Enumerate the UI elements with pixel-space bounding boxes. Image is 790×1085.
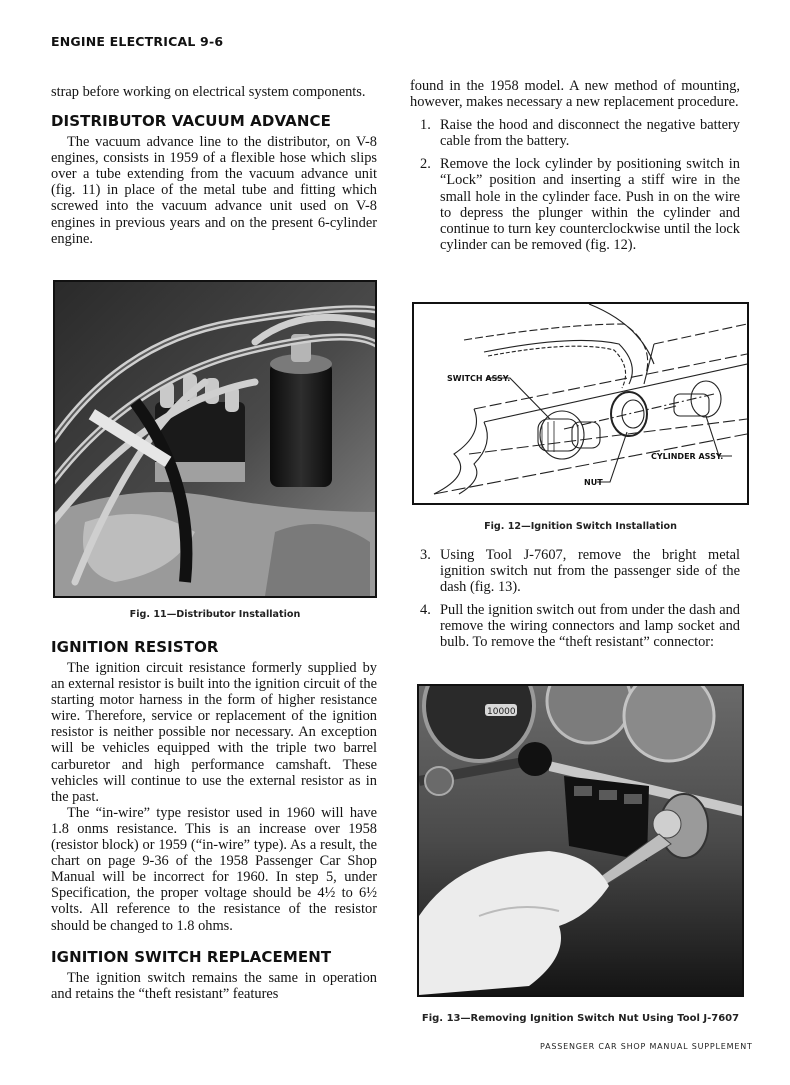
page-header: ENGINE ELECTRICAL 9-6 xyxy=(51,34,224,49)
callout-switch-assy: SWITCH ASSY. xyxy=(447,374,511,383)
step-text: Pull the ignition switch out from under the dash and remove the wiring connectors and lamp socket and bulb. To remove the “theft resistant” connector: xyxy=(440,602,740,651)
procedure-step xyxy=(410,156,740,253)
right-column-middle xyxy=(410,547,740,651)
page-footer: PASSENGER CAR SHOP MANUAL SUPPLEMENT xyxy=(540,1042,753,1051)
step-text: Remove the lock cylinder by positioning switch in “Lock” position and inserting a stiff wire in the small hole in the cylinder face. Push in on the wire to depress the plunger within the cylinder and continue to turn key counterclockwise until the lock cylinder can be removed (fig. 12). xyxy=(440,156,740,253)
procedure-step xyxy=(410,602,740,650)
step-text: Raise the hood and disconnect the negative battery cable from the battery. xyxy=(440,117,740,150)
step-number: 3. xyxy=(420,547,431,563)
right-column-top xyxy=(410,78,740,253)
callout-nut: NUT xyxy=(584,478,603,487)
ignition-switch-line-drawing xyxy=(414,304,747,503)
figure-13-caption: Fig. 13—Removing Ignition Switch Nut Using Tool J-7607 xyxy=(421,1013,740,1024)
paragraph: The vacuum advance line to the distributor, on V-8 engines, consists in 1959 of a flexible hose which slips over a tube extending from the vacuum advance unit (fig. 11) in place of the metal tube and fitting which screwed into the vacuum advance unit used on V-8 engines in previous years and on the present 6-cylinder engine. xyxy=(51,134,377,247)
step-number: 4. xyxy=(420,602,431,619)
continuation-text: found in the 1958 model. A new method of mounting, however, makes necessary a new replacement procedure. xyxy=(410,78,740,111)
paragraph: The “in-wire” type resistor used in 1960 will have 1.8 onms resistance. This is an increase over 1958 (resistor block) or 1959 (“in-wire” type). As a result, the chart on page 9-36 of the 1958 Passenger Car Shop Manual will be incorrect for 1960. In step 5, under Specification, the proper voltage should be 4½ to 6½ volts. All reference to the resistance of the resistor should be changed to 1.8 ohms. xyxy=(51,804,377,934)
dashboard-photo-illustration xyxy=(419,686,742,995)
figure-11-caption: Fig. 11—Distributor Installation xyxy=(129,609,301,620)
section-heading-distributor-vacuum-advance: DISTRIBUTOR VACUUM ADVANCE xyxy=(51,112,331,131)
left-column-bottom xyxy=(51,638,377,1002)
odometer-reading: 10000 xyxy=(487,707,516,717)
step-text: Using Tool J-7607, remove the bright metal ignition switch nut from the passenger side of the dash (fig. 13). xyxy=(440,547,740,596)
section-heading-ignition-switch-replacement: IGNITION SWITCH REPLACEMENT xyxy=(51,947,332,966)
paragraph: The ignition circuit resistance formerly supplied by an external resistor is built into the ignition circuit of the starting motor harness in the form of higher resistance wire. Therefore, service or replacement of the ignition resistor is neither possible nor necessary. An exception will be vehicles equipped with the triple two barrel carburetor and high performance camshaft. These vehicles will continue to use the external resistor as in the past. xyxy=(51,660,377,805)
figure-12-caption: Fig. 12—Ignition Switch Installation xyxy=(484,521,677,532)
figure-13-removing-nut-photo xyxy=(417,684,744,997)
left-column-top xyxy=(51,84,377,247)
engine-photo-illustration xyxy=(55,282,375,596)
figure-11-distributor-photo xyxy=(53,280,377,598)
step-number: 1. xyxy=(420,117,431,134)
figure-12-ignition-switch-diagram xyxy=(412,302,749,505)
section-heading-ignition-resistor: IGNITION RESISTOR xyxy=(51,638,219,656)
continuation-text: strap before working on electrical system components. xyxy=(51,84,366,100)
procedure-step xyxy=(410,117,740,149)
paragraph: The ignition switch remains the same in operation and retains the “theft resistant” features xyxy=(51,969,377,1002)
step-number: 2. xyxy=(420,156,431,173)
callout-cylinder-assy: CYLINDER ASSY. xyxy=(651,452,724,461)
procedure-step xyxy=(410,547,740,595)
